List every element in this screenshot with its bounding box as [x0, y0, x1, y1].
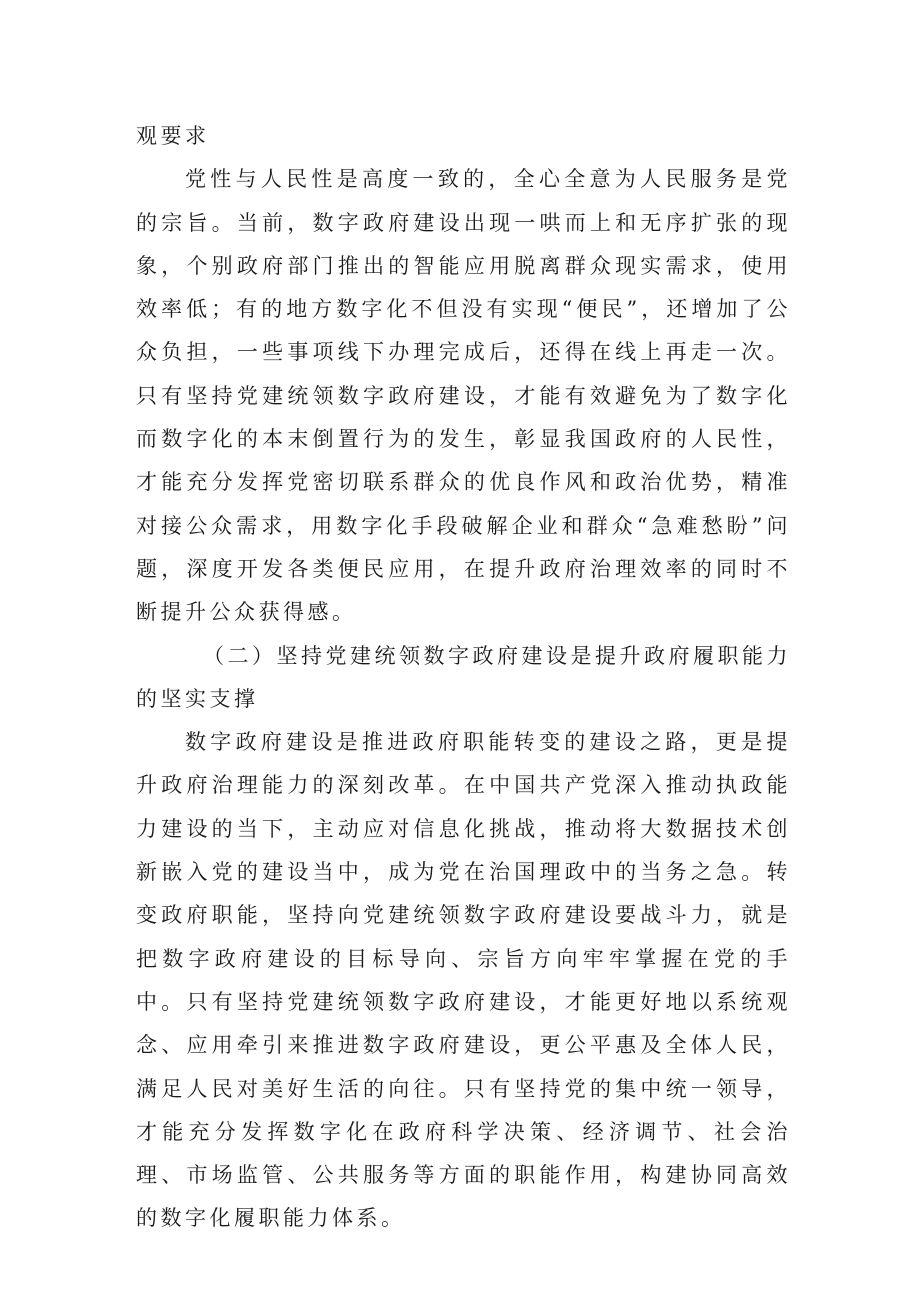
continuation-line: 观要求: [136, 124, 210, 148]
paragraph-party-and-people: 党性与人民性是高度一致的，全心全意为人民服务是党的宗旨。当前，数字政府建设出现一哄而上和无序扩张的现象，个别政府部门推出的智能应用脱离群众现实需求，使用效率低；有的地方数字化不但没有实现“便民”，还增加了公众负担，一些事项线下办理完成后，还得在线上再走一次。只有坚持党建统领数字政府建设，才能有效避免为了数字化而数字化的本末倒置行为的发生，彰显我国政府的人民性，才能充分发挥党密切联系群众的优良作风和政治优势，精准对接公众需求，用数字化手段破解企业和群众“急难愁盼”问题，深度开发各类便民应用，在提升政府治理效率的同时不断提升公众获得感。: [136, 167, 791, 625]
paragraph-government-capability: 数字政府建设是推进政府职能转变的建设之路，更是提升政府治理能力的深刻改革。在中国共产党深入推动执政能力建设的当下，主动应对信息化挑战，推动将大数据技术创新嵌入党的建设当中，成为党在治国理政中的当务之急。转变政府职能，坚持向党建统领数字政府建设要战斗力，就是把数字政府建设的目标导向、宗旨方向牢牢掌握在党的手中。只有坚持党建统领数字政府建设，才能更好地以系统观念、应用牵引来推进数字政府建设，更公平惠及全体人民，满足人民对美好生活的向往。只有坚持党的集中统一领导，才能充分发挥数字化在政府科学决策、经济调节、社会治理、市场监管、公共服务等方面的职能作用，构建协同高效的数字化履职能力体系。: [136, 730, 791, 1231]
section-heading-2: （二）坚持党建统领数字政府建设是提升政府履职能力的坚实支撑: [136, 643, 791, 711]
document-body: [136, 115, 791, 1241]
